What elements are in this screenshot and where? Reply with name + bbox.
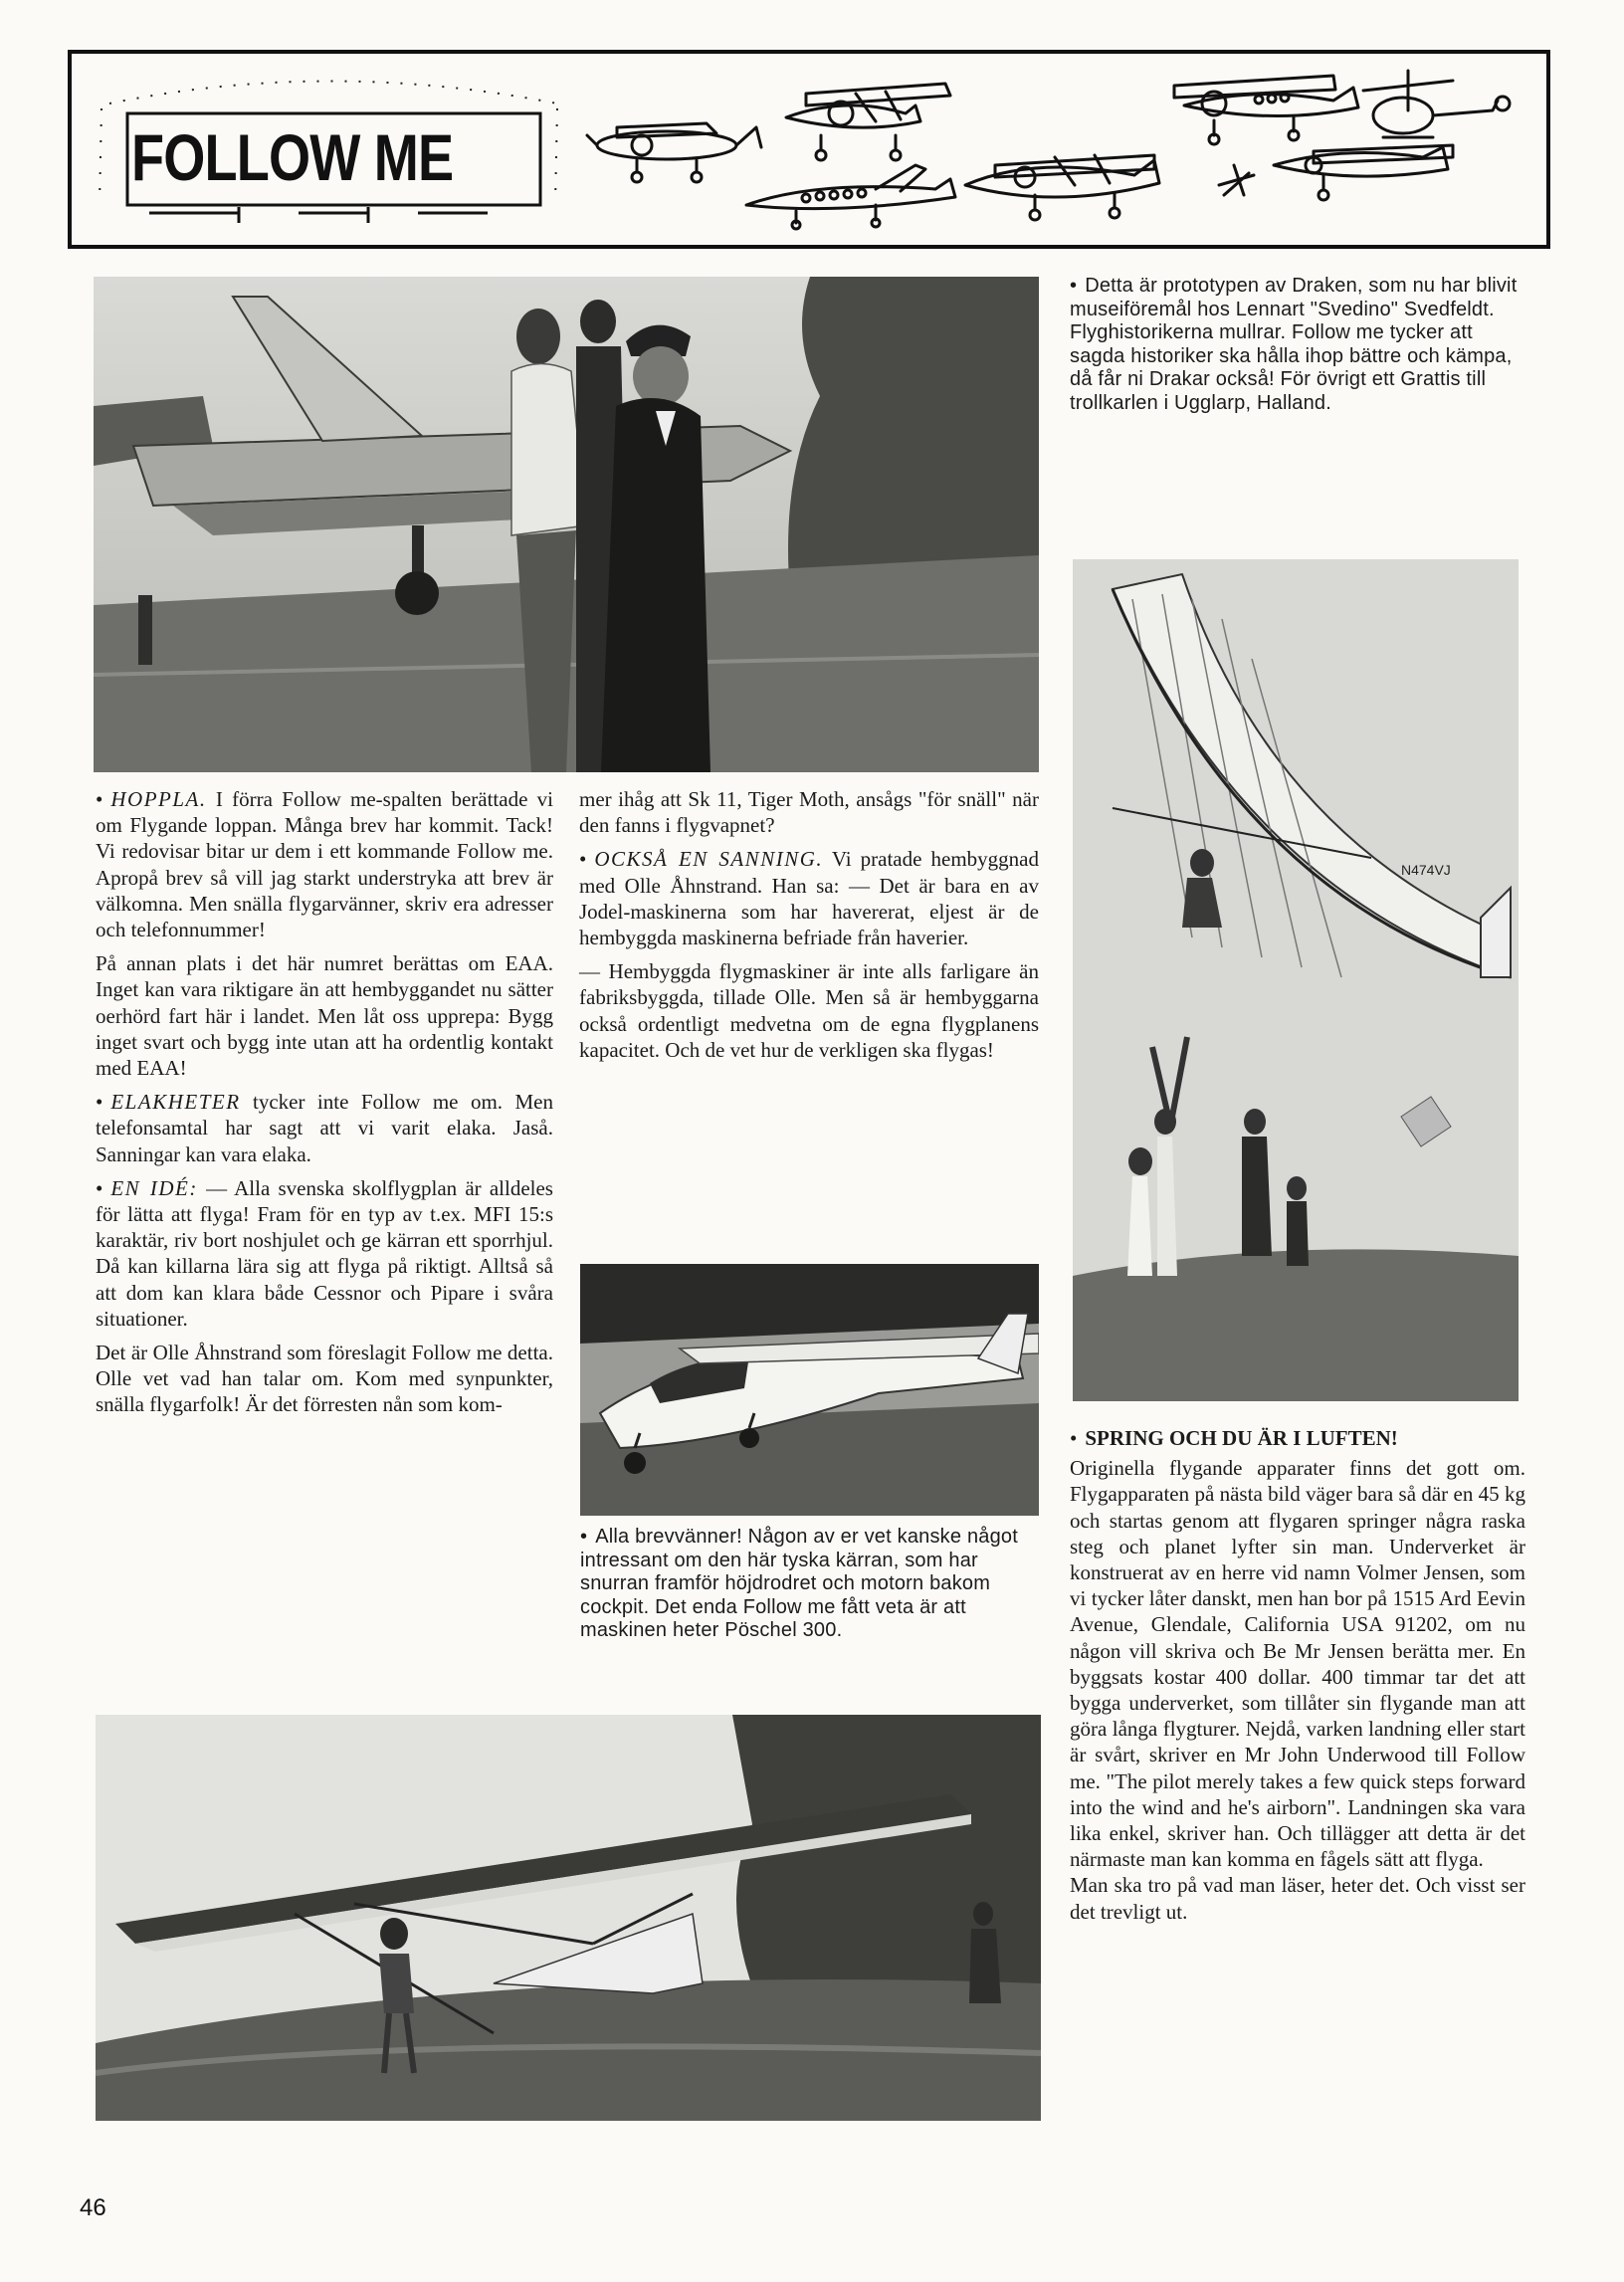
paragraph-text: mer ihåg att Sk 11, Tiger Moth, ansågs "för snäll" när den fanns i flygvapnet?: [579, 787, 1039, 838]
doodle-plane-icon: [786, 84, 950, 160]
section-heading: • SPRING OCH DU ÄR I LUFTEN!: [1070, 1426, 1398, 1450]
doodle-plane-icon: [1219, 165, 1254, 195]
column-1: [96, 786, 553, 1426]
page-title: FOLLOW ME: [131, 120, 454, 194]
paragraph-lead: HOPPLA.: [110, 787, 207, 811]
doodle-plane-icon: [965, 155, 1159, 220]
draken-caption: [1070, 275, 1525, 416]
bullet-icon: •: [96, 1090, 103, 1115]
doodle-helicopter-icon: [1363, 71, 1510, 137]
paragraph-text: — Alla svenska skolflygplan är alldeles för lätta att flyga! Fram för en typ av t.ex. MFI 15:s karaktär, riv bort noshjulet och ge kärran ett sporrhjul. Då kan killarna lära sig att flyga på riktigt. Alltså så att dom kan klara både Cessnor och Pipare i svåra situationer.: [96, 1175, 553, 1331]
paragraph: [96, 786, 553, 942]
paragraph-text: På annan plats i det här numret berättas om EAA. Inget kan vara riktigare än att hembyggandet nu sätter oerhörd fart här i landet. Men låt oss upprepa: Bygg inget svart och bygg inte utan att ha ordentlig kontakt med EAA!: [96, 951, 553, 1081]
poschel-caption: [580, 1526, 1040, 1643]
paragraph-lead: EN IDÉ:: [110, 1175, 198, 1200]
bullet-icon: •: [580, 1526, 588, 1548]
paragraph-lead: OCKSÅ EN SANNING.: [594, 847, 824, 872]
page-number: 46: [80, 2194, 106, 2221]
paragraph-text: — Hembyggda flygmaskiner är inte alls farligare än fabriksbyggda, tillade Olle. Men så är hembyggarna också ordentligt medvetna om de egna flygplanens kapacitet. Och de vet hur de verkligen ska flygas!: [579, 959, 1039, 1062]
paragraph-text: Det är Olle Åhnstrand som föreslagit Follow me detta. Olle vet vad han talar om. Kom med synpunkter, snälla flygarfolk! Är det förresten nån som kom-: [96, 1341, 553, 1417]
caption-text: Alla brevvänner! Någon av er vet kanske något intressant om den här tyska kärran, som har snurran framför höjdrodret och motorn bakom cockpit. Det enda Follow me fått veta är att maskinen heter Pöschel 300.: [580, 1526, 1019, 1642]
paragraph: [96, 950, 553, 1081]
draken-photo: [94, 277, 1039, 772]
paragraph: [96, 1089, 553, 1167]
paragraph: [1070, 1455, 1525, 1872]
bullet-icon: •: [96, 1175, 103, 1200]
paragraph: [579, 786, 1039, 838]
paragraph: [96, 1175, 553, 1332]
poschel-photo: [580, 1264, 1039, 1516]
column-3: [1070, 1425, 1525, 1933]
registration-text: N474VJ: [1401, 862, 1451, 878]
hang-glider-photo: [1073, 559, 1519, 1401]
paragraph: [1070, 1872, 1525, 1924]
paragraph-text: Vi pratade hembyggnad med Olle Åhnstrand. Han sa: — Det är bara en av Jodel-maskinerna som har havererat, eljest är de hembyggda maskinerna befriade från haverier.: [579, 847, 1039, 950]
bullet-icon: •: [1070, 1426, 1078, 1450]
doodle-plane-icon: [746, 165, 955, 229]
ultralight-photo: [96, 1715, 1041, 2121]
paragraph-text: Originella flygande apparater finns det gott om. Flygapparaten på nästa bild väger bara så där en 45 kg och startas genom att flygaren springer några raska steg och planet lyfter sin man. Underverket är konstruerat av en herre vid namn Volmer Jensen, som vi tycker låter danskt, men han bor på 1515 Ard Eevin Avenue, Glendale, California USA 91202, om nu någon vill skriva och Be Mr Jensen berätta mer. En byggsats kostar 400 dollar. 400 timmar tar det att bygga underverket, som tillåter sin flygande man att göra långa flygturer. Nejdå, varken landning eller start är svårt, skriver en Mr John Underwood till Follow me. "The pilot merely takes a few quick steps forward into the wind and he's airborn". Landningen ska vara lika enkel, skriver han. Och tillägger att detta är det närmaste man kan komma en fågels sätt att flyga.: [1070, 1456, 1525, 1872]
column-2: [579, 786, 1039, 1071]
paragraph-lead: ELAKHETER: [110, 1090, 241, 1115]
paragraph: [579, 958, 1039, 1063]
paragraph-text: Man ska tro på vad man läser, heter det. Och visst ser det trevligt ut.: [1070, 1873, 1525, 1924]
airplane-doodles: [557, 66, 1532, 235]
paragraph: [96, 1340, 553, 1418]
doodle-plane-icon: [1174, 76, 1358, 144]
bullet-icon: •: [579, 847, 587, 872]
doodle-plane-icon: [587, 123, 761, 182]
paragraph: [579, 846, 1039, 950]
bullet-icon: •: [96, 787, 103, 811]
doodle-plane-icon: [1274, 145, 1453, 200]
bullet-icon: •: [1070, 275, 1078, 297]
caption-text: Detta är prototypen av Draken, som nu har blivit museiföremål hos Lennart "Svedino" Svedfeldt. Flyghistorikerna mullrar. Follow me tycker att sagda historiker ska hålla ihop bättre och kämpa, då får ni Drakar också! För övrigt ett Grattis till trollkarlen i Ugglarp, Halland.: [1070, 275, 1518, 414]
paragraph-text: I förra Follow me-spalten berättade vi om Flygande loppan. Många brev har kommit. Tack! Vi redovisar bitar ur dem i ett kommande Follow me. Apropå brev så vill jag starkt understryka att brev är välkomna. Men snälla flygarvänner, skriv era adresser och telefonnummer!: [96, 787, 553, 942]
paragraph-text: tycker inte Follow me om. Men telefonsamtal har sagt att vi varit elaka. Jaså. Sanningar kan vara elaka.: [96, 1090, 553, 1166]
